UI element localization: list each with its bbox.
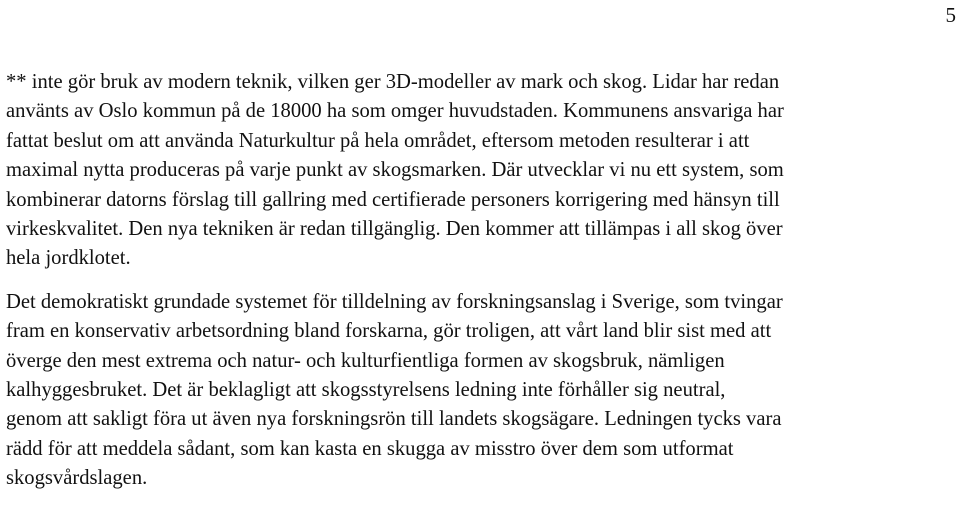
page-number: 5 [945,3,956,27]
paragraph-research-funding: Det demokratiskt grundade systemet för tilldelning av forskningsanslag i Sverige, som tvingar fram en konservativ arbetsordning bland forskarna, gör troligen, att vårt land blir sist med att överge den mest extrema och natur- och kulturfientliga formen av skogsbruk, nämligen kalhyggesbruket. Det är beklagligt att skogsstyrelsens ledning inte förhåller sig neutral, genom att sakligt föra ut även nya forskningsrön till landets skogsägare. Ledningen tycks vara rädd för att meddela sådant, som kan kasta en skugga av misstro över dem som utformat skogsvårdslagen. [6,290,783,490]
document-body [6,68,958,494]
paragraph-lidar: ** inte gör bruk av modern teknik, vilken ger 3D-modeller av mark och skog. Lidar har redan använts av Oslo kommun på de 18000 ha som omger huvudstaden. Kommunens ansvariga har fattat beslut om att använda Naturkultur på hela området, eftersom metoden resulterar i att maximal nytta produceras på varje punkt av skogsmarken. Där utvecklar vi nu ett system, som kombinerar datorns förslag till gallring med certifierade personers korrigering med hänsyn till virkeskvalitet. Den nya tekniken är redan tillgänglig. Den kommer att tillämpas i all skog över hela jordklotet. [6,71,784,270]
